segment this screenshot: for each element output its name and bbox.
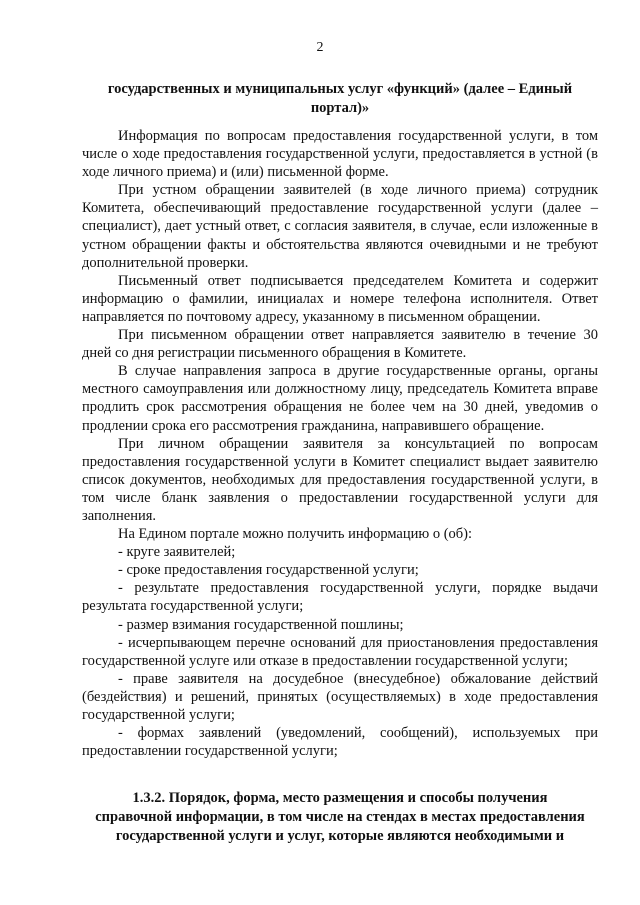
list-item: - исчерпывающем перечне оснований для приостановления предоставления государственной услуге или отказе в предоставлении государственной услуги; bbox=[82, 634, 598, 669]
heading-line: справочной информации, в том числе на стендах в местах предоставления bbox=[95, 809, 585, 825]
section-heading bbox=[82, 80, 598, 118]
paragraph: Письменный ответ подписывается председателем Комитета и содержит информацию о фамилии, инициалах и номере телефона исполнителя. Ответ направляется по почтовому адресу, указанному в письменном обращении. bbox=[82, 272, 598, 325]
list-item: - формах заявлений (уведомлений, сообщений), используемых при предоставлении государственной услуги; bbox=[82, 725, 598, 760]
list-item: - результате предоставления государственной услуги, порядке выдачи результата государственной услуги; bbox=[82, 580, 598, 615]
heading-line: 1.3.2. Порядок, форма, место размещения и способы получения bbox=[132, 790, 548, 806]
list-item: - сроке предоставления государственной услуги; bbox=[118, 562, 419, 579]
document-body bbox=[82, 127, 598, 760]
heading-line: государственных и муниципальных услуг «функций» (далее – Единый bbox=[107, 81, 573, 97]
paragraph: При личном обращении заявителя за консультацией по вопросам предоставления государственной услуги в Комитет специалист выдает заявителю список документов, необходимых для предоставления государственной услуги, в том числе бланк заявления о предоставлении государственной услуги для заполнения. bbox=[82, 435, 598, 524]
paragraph: На Едином портале можно получить информацию о (об): bbox=[118, 526, 473, 543]
paragraph: При письменном обращении ответ направляется заявителю в течение 30 дней со дня регистрации письменного обращения в Комитете. bbox=[82, 327, 598, 362]
list-item: - круге заявителей; bbox=[118, 544, 236, 561]
paragraph: В случае направления запроса в другие государственные органы, органы местного самоуправления или должностному лицу, председатель Комитета вправе продлить срок рассмотрения обращения не более чем на 30 дней, уведомив о продлении срока его рассмотрения гражданина, направившего обращение. bbox=[82, 363, 598, 434]
list-item: - размер взимания государственной пошлины; bbox=[118, 616, 404, 633]
page-number: 2 bbox=[316, 40, 324, 55]
heading-line: портал)» bbox=[310, 100, 370, 116]
heading-line: государственной услуги и услуг, которые являются необходимыми и bbox=[115, 828, 565, 844]
list-item: - праве заявителя на досудебное (внесудебное) обжалование действий (бездействия) и решений, принятых (осуществляемых) в ходе предоставления государственной услуги; bbox=[82, 670, 598, 723]
paragraph: Информация по вопросам предоставления государственной услуги, в том числе о ходе предоставления государственной услуги, предоставляется в устной (в ходе личного приема) и (или) письменной форме. bbox=[82, 128, 598, 181]
subsection-heading bbox=[82, 789, 598, 846]
paragraph: При устном обращении заявителей (в ходе личного приема) сотрудник Комитета, обеспечивающий предоставление государственной услуги (далее – специалист), дает устный ответ, с согласия заявителя, в случае, если изложенные в устном обращении факты и обстоятельства являются очевидными и не требуют дополнительной проверки. bbox=[82, 182, 598, 271]
